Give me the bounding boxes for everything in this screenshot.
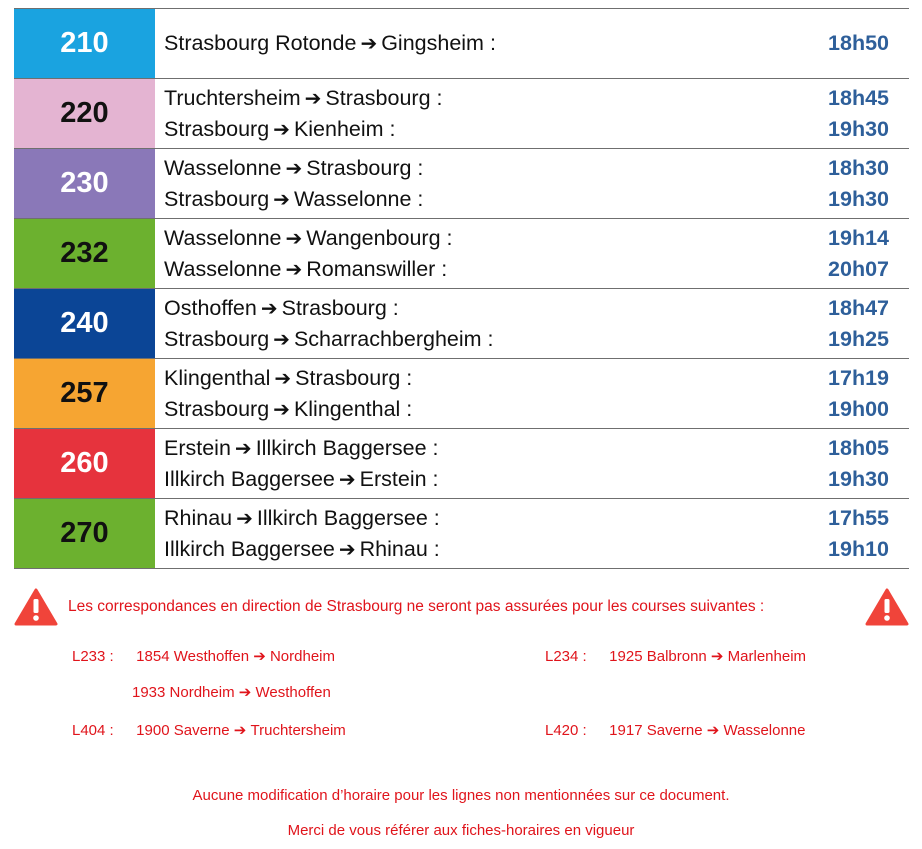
trip-item	[164, 254, 889, 285]
line-number-badge: 257	[14, 359, 155, 428]
note-from: Saverne	[646, 722, 703, 739]
arrow-right-icon: ➔	[338, 468, 356, 491]
line-number-badge: 232	[14, 219, 155, 288]
trip-origin: Erstein	[164, 435, 231, 460]
trip-time: 19h30	[828, 186, 889, 211]
arrow-right-icon: ➔	[234, 684, 256, 701]
trip-list	[155, 499, 909, 568]
trip-destination: Illkirch Baggersee :	[255, 435, 439, 460]
note-time: 1925	[609, 648, 643, 665]
trip-route	[164, 257, 447, 282]
warning-text: Les correspondances en direction de Strasbourg ne seront pas assurées pour les courses suivantes :	[68, 598, 765, 615]
trip-route	[164, 537, 440, 562]
note-to: Wasselonne	[723, 722, 806, 739]
trip-time: 18h47	[828, 295, 889, 320]
trip-time: 19h30	[828, 116, 889, 141]
trip-origin: Strasbourg Rotonde	[164, 31, 357, 55]
trip-destination: Kienheim :	[293, 116, 396, 141]
trip-time: 18h45	[828, 85, 889, 110]
line-number-badge: 270	[14, 499, 155, 568]
trip-item	[164, 114, 889, 145]
trip-item	[164, 464, 889, 495]
arrow-right-icon: ➔	[229, 722, 251, 739]
trip-item	[164, 223, 889, 254]
arrow-right-icon: ➔	[260, 297, 278, 320]
note-time: 1933	[132, 684, 166, 701]
trip-time: 19h25	[828, 326, 889, 351]
trip-destination: Strasbourg :	[295, 365, 413, 390]
note-time: 1854	[136, 648, 170, 665]
arrow-right-icon: ➔	[273, 118, 290, 141]
trip-destination: Scharrachbergheim :	[293, 326, 494, 351]
trip-item	[164, 534, 889, 565]
trip-item	[164, 83, 889, 114]
trip-origin: Truchtersheim	[164, 85, 301, 110]
trip-list	[155, 149, 909, 218]
trip-time: 18h05	[828, 435, 889, 460]
trip-origin: Klingenthal	[164, 365, 271, 390]
footer-notice: Aucune modification d’horaire pour les lignes non mentionnées sur ce document.	[192, 787, 730, 804]
note-to: Marlenheim	[727, 648, 807, 665]
trip-item	[164, 293, 889, 324]
trip-origin: Wasselonne	[164, 225, 282, 250]
line-row	[14, 359, 909, 429]
trip-item	[164, 184, 889, 215]
trip-time: 19h14	[828, 225, 889, 250]
trip-destination: Klingenthal :	[293, 396, 413, 421]
note-l234	[545, 647, 806, 665]
arrow-right-icon: ➔	[274, 367, 292, 390]
line-row	[14, 79, 909, 149]
trip-destination: Erstein :	[359, 466, 439, 491]
line-row	[14, 9, 909, 79]
trip-route	[164, 187, 423, 212]
trip-destination: Strasbourg :	[281, 295, 399, 320]
note-from: Balbronn	[646, 648, 707, 665]
arrow-right-icon: ➔	[338, 538, 356, 561]
trip-route	[164, 327, 494, 352]
footer-reference: Merci de vous référer aux fiches-horaires en vigueur	[287, 822, 635, 839]
arrow-right-icon: ➔	[273, 188, 290, 211]
trip-origin: Strasbourg	[164, 186, 270, 211]
trip-list	[155, 219, 909, 288]
note-label: L404 :	[72, 722, 114, 739]
line-row	[14, 289, 909, 359]
line-row	[14, 429, 909, 499]
trip-origin: Illkirch Baggersee	[164, 466, 335, 491]
trip-list	[155, 289, 909, 358]
arrow-right-icon: ➔	[304, 87, 322, 110]
arrow-right-icon: ➔	[285, 227, 303, 250]
trip-origin: Strasbourg	[164, 116, 270, 141]
trip-item	[164, 363, 889, 394]
schedule-table	[14, 8, 909, 569]
arrow-right-icon: ➔	[702, 722, 724, 739]
trip-destination: Strasbourg :	[306, 155, 424, 180]
arrow-right-icon: ➔	[706, 648, 728, 665]
trip-route	[164, 366, 412, 391]
note-time: 1900	[136, 722, 170, 739]
trip-origin: Wasselonne	[164, 256, 282, 281]
trip-destination: Rhinau :	[359, 536, 440, 561]
note-from: Nordheim	[169, 684, 235, 701]
arrow-right-icon: ➔	[360, 33, 378, 55]
trip-origin: Illkirch Baggersee	[164, 536, 335, 561]
line-number-badge: 240	[14, 289, 155, 358]
trip-route	[164, 436, 439, 461]
trip-time: 18h50	[828, 31, 889, 55]
trip-route	[164, 397, 412, 422]
line-row	[14, 219, 909, 289]
arrow-right-icon: ➔	[273, 328, 290, 351]
trip-list	[155, 359, 909, 428]
trip-destination: Romanswiller :	[306, 256, 448, 281]
arrow-right-icon: ➔	[273, 398, 290, 421]
trip-item	[164, 324, 889, 355]
trip-origin: Strasbourg	[164, 326, 270, 351]
trip-item	[164, 153, 889, 184]
line-row	[14, 149, 909, 219]
arrow-right-icon: ➔	[285, 258, 303, 281]
trip-time: 19h10	[828, 536, 889, 561]
trip-destination: Wasselonne :	[293, 186, 424, 211]
note-label: L233 :	[72, 648, 114, 665]
line-number-badge: 260	[14, 429, 155, 498]
trip-destination: Gingsheim :	[381, 31, 496, 55]
trip-route	[164, 156, 423, 181]
trip-destination: Illkirch Baggersee :	[256, 505, 440, 530]
trip-origin: Osthoffen	[164, 295, 257, 320]
note-time: 1917	[609, 722, 643, 739]
trip-destination: Strasbourg :	[325, 85, 443, 110]
line-number-badge: 230	[14, 149, 155, 218]
trip-route	[164, 86, 443, 111]
trip-time: 19h30	[828, 466, 889, 491]
note-from: Saverne	[173, 722, 230, 739]
note-l404	[72, 721, 346, 739]
line-number-badge: 210	[14, 9, 155, 78]
note-l420	[545, 721, 806, 739]
trip-origin: Wasselonne	[164, 155, 282, 180]
trip-route	[164, 506, 440, 531]
note-label: L420 :	[545, 722, 587, 739]
warning-icon	[14, 588, 58, 626]
trip-list	[155, 79, 909, 148]
trip-list	[155, 9, 909, 78]
note-to: Westhoffen	[255, 684, 331, 701]
note-to: Nordheim	[269, 648, 335, 665]
warning-icon	[865, 588, 909, 626]
note-l233-second	[132, 683, 331, 701]
trip-item	[164, 433, 889, 464]
trip-item	[164, 503, 889, 534]
trip-destination: Wangenbourg :	[306, 225, 453, 250]
trip-origin: Strasbourg	[164, 396, 270, 421]
trip-route	[164, 296, 399, 321]
line-row	[14, 499, 909, 569]
trip-time: 19h00	[828, 396, 889, 421]
arrow-right-icon: ➔	[249, 648, 270, 665]
line-number-badge: 220	[14, 79, 155, 148]
arrow-right-icon: ➔	[236, 507, 253, 530]
note-l233	[72, 647, 335, 665]
trip-route	[164, 117, 396, 142]
arrow-right-icon: ➔	[234, 437, 252, 460]
note-from: Westhoffen	[173, 648, 250, 665]
trip-time: 17h19	[828, 365, 889, 390]
note-to: Truchtersheim	[250, 722, 346, 739]
trip-time: 18h30	[828, 155, 889, 180]
arrow-right-icon: ➔	[285, 157, 303, 180]
trip-route	[164, 31, 496, 56]
warning-banner	[14, 588, 909, 628]
trip-route	[164, 467, 439, 492]
trip-origin: Rhinau	[164, 505, 233, 530]
trip-time: 17h55	[828, 505, 889, 530]
trip-item	[164, 28, 889, 59]
note-label: L234 :	[545, 648, 587, 665]
trip-item	[164, 394, 889, 425]
trip-route	[164, 226, 453, 251]
trip-list	[155, 429, 909, 498]
trip-time: 20h07	[828, 256, 889, 281]
